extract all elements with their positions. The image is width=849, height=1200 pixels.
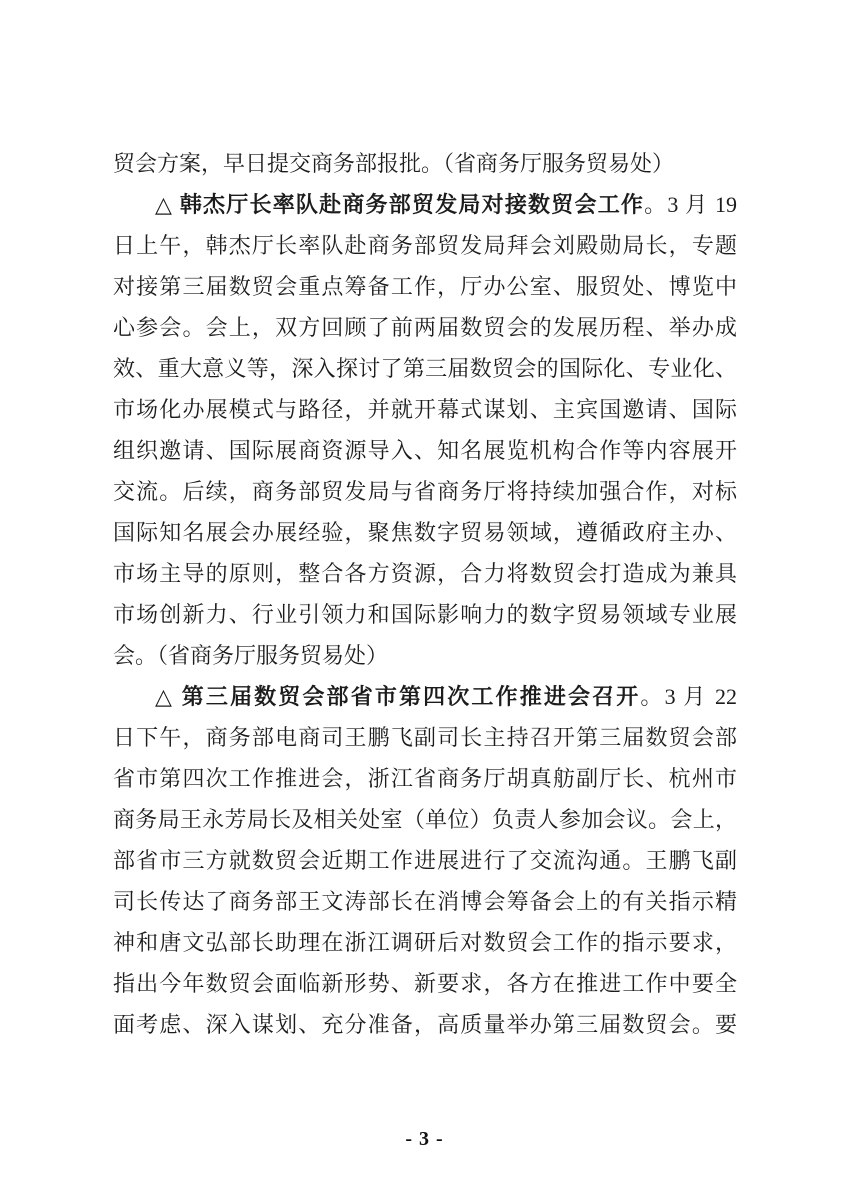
text-line: 会。（省商务厅服务贸易处） bbox=[113, 643, 389, 668]
text-line: 市场主导的原则，整合各方资源，合力将数贸会打造成为兼具 bbox=[113, 561, 737, 586]
section-heading-title: △ 韩杰厅长率队赴商务部贸发局对接数贸会工作 bbox=[155, 192, 645, 217]
text-line: 省市第四次工作推进会，浙江省商务厅胡真舫副厅长、杭州市 bbox=[113, 766, 737, 791]
text-line: 对接第三届数贸会重点筹备工作，厅办公室、服贸处、博览中 bbox=[113, 274, 737, 299]
text-line: 心参会。会上，双方回顾了前两届数贸会的发展历程、举办成 bbox=[113, 315, 737, 340]
section-heading-date: 。3 月 22 bbox=[640, 684, 737, 709]
text-line: 指出今年数贸会面临新形势、新要求，各方在推进工作中要全 bbox=[113, 971, 737, 996]
document-body bbox=[113, 143, 737, 1045]
text-line: 贸会方案，早日提交商务部报批。（省商务厅服务贸易处） bbox=[113, 151, 675, 176]
text-line: 市场创新力、行业引领力和国际影响力的数字贸易领域专业展 bbox=[113, 602, 737, 627]
text-line: 司长传达了商务部王文涛部长在消博会筹备会上的有关指示精 bbox=[113, 889, 737, 914]
section-heading-title: △ 第三届数贸会部省市第四次工作推进会召开 bbox=[155, 684, 641, 709]
text-line: 市场化办展模式与路径，并就开幕式谋划、主宾国邀请、国际 bbox=[113, 397, 737, 422]
text-line: 交流。后续，商务部贸发局与省商务厅将持续加强合作，对标 bbox=[113, 479, 737, 504]
text-line: 日下午，商务部电商司王鹏飞副司长主持召开第三届数贸会部 bbox=[113, 725, 737, 750]
text-line: 神和唐文弘部长助理在浙江调研后对数贸会工作的指示要求， bbox=[113, 930, 737, 955]
text-line: 国际知名展会办展经验，聚焦数字贸易领域，遵循政府主办、 bbox=[113, 520, 737, 545]
text-line: 商务局王永芳局长及相关处室（单位）负责人参加会议。会上， bbox=[113, 807, 737, 832]
text-line: 组织邀请、国际展商资源导入、知名展览机构合作等内容展开 bbox=[113, 438, 737, 463]
page-number: - 3 - bbox=[405, 1128, 444, 1150]
text-line: 日上午，韩杰厅长率队赴商务部贸发局拜会刘殿勋局长，专题 bbox=[113, 233, 737, 258]
text-line: 效、重大意义等，深入探讨了第三届数贸会的国际化、专业化、 bbox=[113, 356, 737, 381]
section-heading-line bbox=[113, 676, 737, 717]
section-heading-line bbox=[113, 184, 737, 225]
text-line: 部省市三方就数贸会近期工作进展进行了交流沟通。王鹏飞副 bbox=[113, 848, 737, 873]
section-heading-date: 。3 月 19 bbox=[644, 192, 737, 217]
text-line: 面考虑、深入谋划、充分准备，高质量举办第三届数贸会。要 bbox=[113, 1012, 737, 1037]
